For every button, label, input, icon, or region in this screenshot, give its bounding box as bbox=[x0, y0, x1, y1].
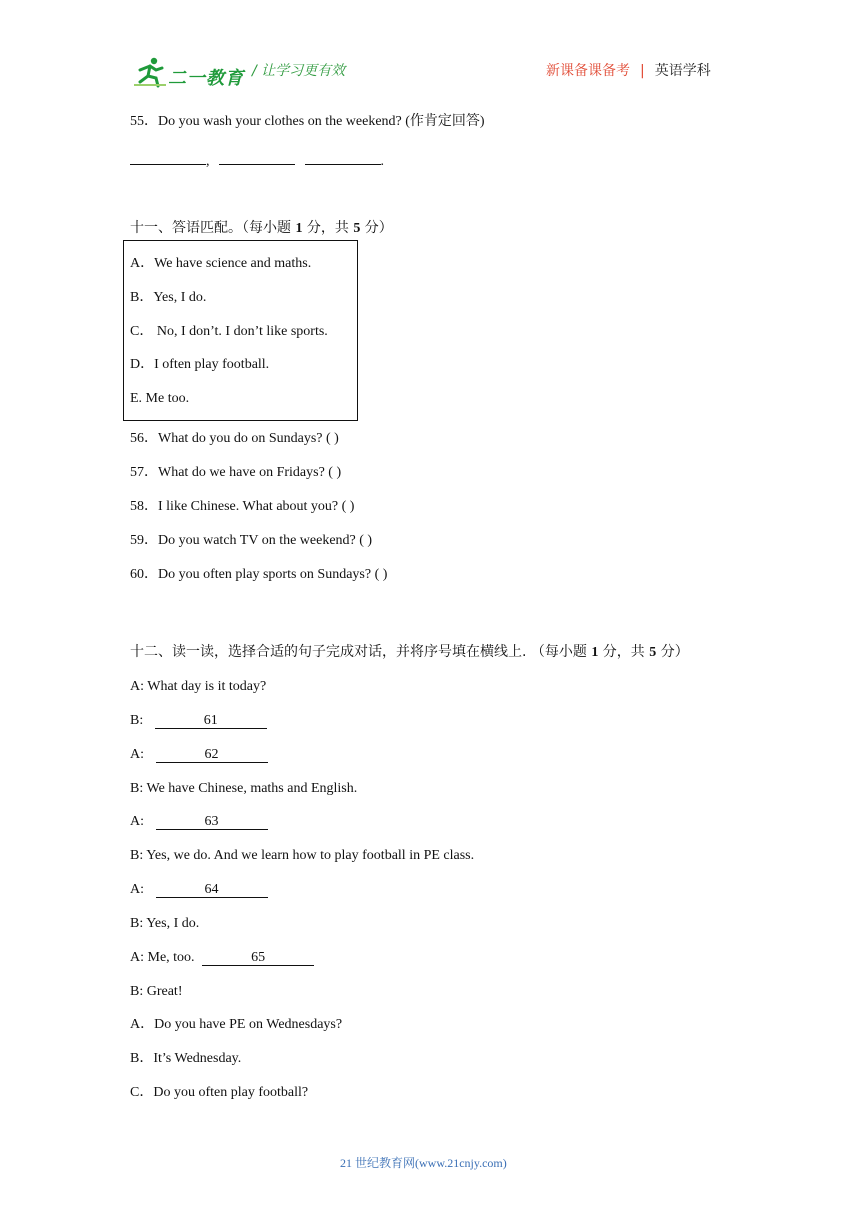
title-part: 十一、答语匹配。（每小题 bbox=[130, 220, 296, 236]
title-num: 5 bbox=[353, 221, 361, 236]
question-57: 57．What do we have on Fridays? ( ) bbox=[130, 465, 342, 480]
option-e: E. Me too. bbox=[130, 391, 190, 406]
title-num: 1 bbox=[295, 221, 303, 236]
section-11-title bbox=[130, 221, 393, 236]
logo-text: 二一教育 bbox=[168, 68, 244, 89]
title-num: 1 bbox=[591, 645, 599, 660]
title-part: 分） bbox=[656, 644, 689, 660]
blank[interactable] bbox=[219, 150, 295, 165]
speaker: A: bbox=[130, 882, 144, 897]
fill-blank-64[interactable]: 64 bbox=[156, 883, 268, 898]
fill-blank-63[interactable]: 63 bbox=[156, 815, 268, 830]
option-c: C． No, I don’t. I don’t like sports. bbox=[130, 324, 328, 339]
dialogue-line: B: Yes, we do. And we learn how to play football in PE class. bbox=[130, 848, 475, 863]
header-tag-left: 新课备课备考 bbox=[546, 63, 630, 79]
speaker: A: bbox=[130, 747, 144, 762]
runner-icon bbox=[132, 56, 168, 88]
question-59: 59．Do you watch TV on the weekend? ( ) bbox=[130, 533, 373, 548]
fill-blank-61[interactable]: 61 bbox=[155, 714, 267, 729]
header-slogan: / 让学习更有效 bbox=[252, 63, 346, 79]
fill-blank-65[interactable]: 65 bbox=[202, 951, 314, 966]
footer-link[interactable]: 21 世纪教育网(www.21cnjy.com) bbox=[340, 1156, 507, 1170]
speaker: A: bbox=[130, 814, 144, 829]
title-part: 分，共 bbox=[302, 220, 354, 236]
comma: , bbox=[206, 154, 210, 169]
option-a: A．We have science and maths. bbox=[130, 256, 312, 271]
speaker: A: Me, too. bbox=[130, 950, 195, 965]
fill-blank-62[interactable]: 62 bbox=[156, 748, 268, 763]
period: . bbox=[380, 154, 384, 169]
header-tags bbox=[546, 64, 711, 78]
option-d: D．I often play football. bbox=[130, 357, 270, 372]
choice-a: A．Do you have PE on Wednesdays? bbox=[130, 1017, 343, 1032]
title-num: 5 bbox=[649, 645, 657, 660]
blank[interactable] bbox=[130, 150, 206, 165]
title-part: 十二、读一读，选择合适的句子完成对话，并将序号填在横线上. （每小题 bbox=[130, 644, 592, 660]
question-58: 58．I like Chinese. What about you? ( ) bbox=[130, 499, 355, 514]
question-55: 55．Do you wash your clothes on the weekend? (作肯定回答) bbox=[130, 114, 485, 129]
choice-b: B．It’s Wednesday. bbox=[130, 1051, 242, 1066]
header-separator: | bbox=[640, 63, 645, 79]
question-56: 56．What do you do on Sundays? ( ) bbox=[130, 431, 339, 446]
dialogue-line: B: Great! bbox=[130, 984, 183, 999]
dialogue-line-61 bbox=[130, 714, 267, 729]
header-tag-right: 英语学科 bbox=[654, 63, 711, 79]
section-12-title bbox=[130, 645, 689, 660]
dialogue-line: A: What day is it today? bbox=[130, 679, 267, 694]
dialogue-line-62 bbox=[130, 748, 268, 763]
option-b: B．Yes, I do. bbox=[130, 290, 207, 305]
dialogue-line: B: We have Chinese, maths and English. bbox=[130, 781, 358, 796]
choice-c: C．Do you often play football? bbox=[130, 1085, 309, 1100]
blank[interactable] bbox=[305, 150, 381, 165]
speaker: B: bbox=[130, 713, 144, 728]
dialogue-line-63 bbox=[130, 815, 268, 830]
dialogue-line-65 bbox=[130, 951, 314, 966]
title-part: 分） bbox=[360, 220, 393, 236]
title-part: 分，共 bbox=[598, 644, 650, 660]
answer-blanks-55 bbox=[130, 150, 384, 169]
logo bbox=[132, 56, 252, 88]
question-60: 60．Do you often play sports on Sundays? ( ) bbox=[130, 567, 388, 582]
dialogue-line: B: Yes, I do. bbox=[130, 916, 200, 931]
dialogue-line-64 bbox=[130, 883, 268, 898]
